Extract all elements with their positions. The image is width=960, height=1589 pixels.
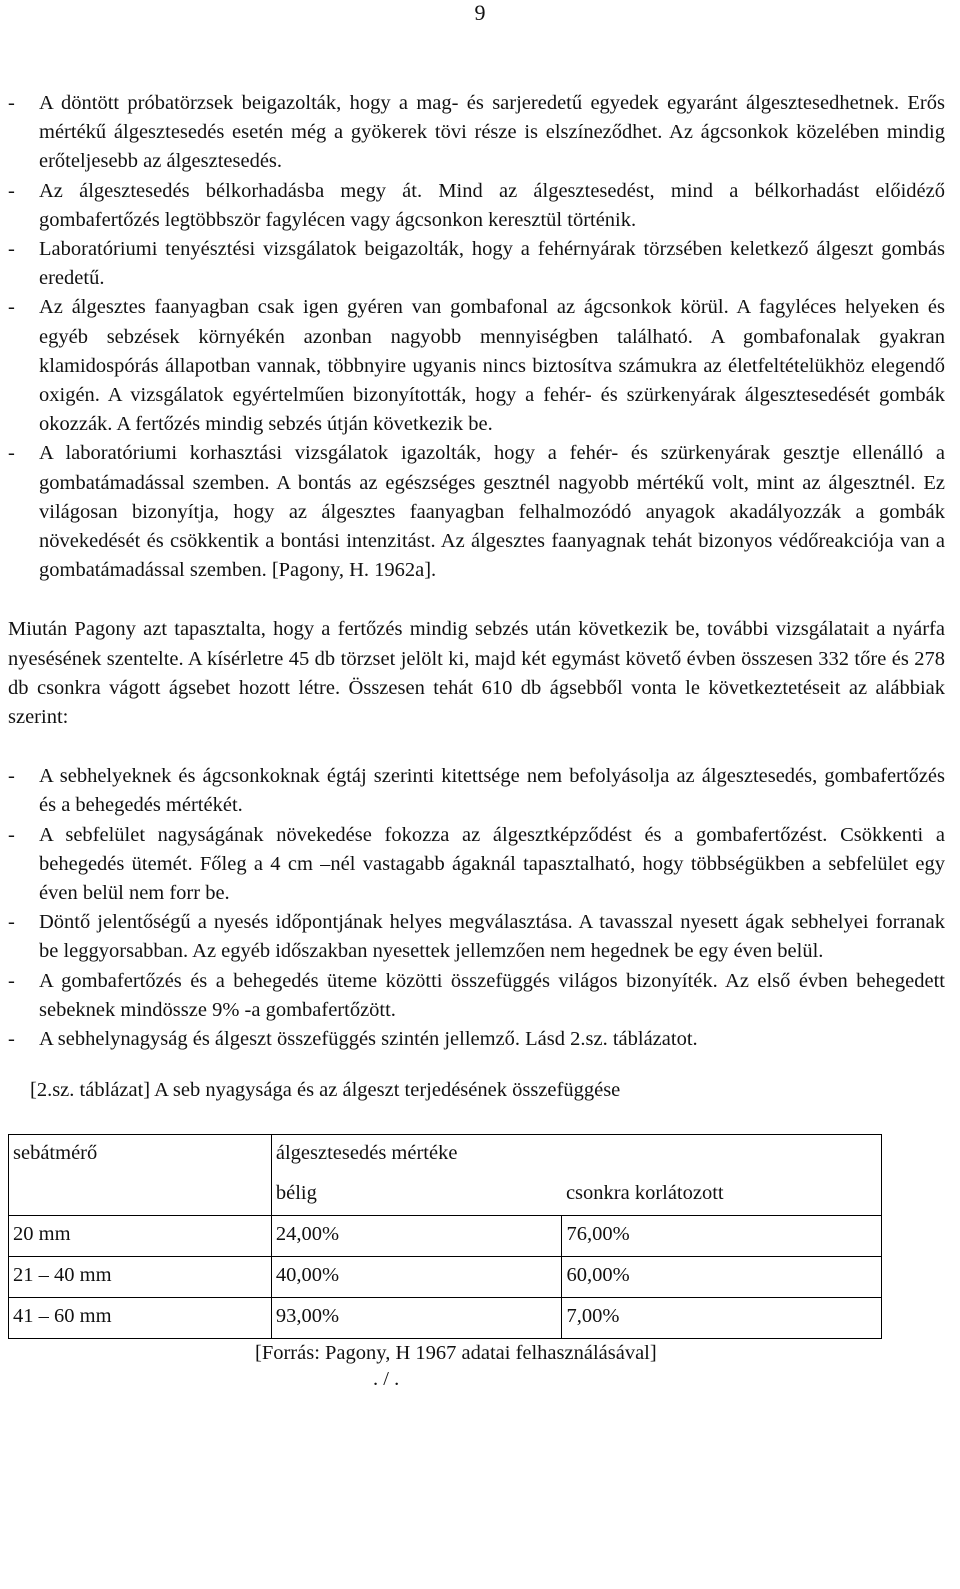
table-cell: 93,00% bbox=[271, 1298, 562, 1339]
list-item: - A sebfelület nagyságának növekedése fokozza az álgesztképződést és a gombafertőzést. Csökkenti a behegedés ütemét. Főleg a 4 cm –nél vastagabb ágaknál tapasztalható, hogy többségükben a sebfelület egy éven belül nem forr be. bbox=[8, 823, 945, 905]
list-item: - Az álgesztesedés bélkorhadásba megy át. Mind az álgesztesedést, mind a bélkorhadást előidéző gombafertőzés legtöbbször fagylécen vagy ágcsonkon keresztül történik. bbox=[8, 179, 945, 231]
body-paragraph: Miután Pagony azt tapasztalta, hogy a fertőzés mindig sebzés után következik be, további vizsgálatait a nyárfa nyesésének szentelte. A kísérletre 45 db törzset jelölt ki, majd két egymást követő évben összesen 332 tőre és 278 db csonkra vágott ágsebet hozott létre. Összesen tehát 610 db ágsebből vonta le következtetéseit az alábbiak szerint: bbox=[8, 618, 945, 729]
table-header-cell: bélig bbox=[271, 1175, 562, 1216]
page-number: 9 bbox=[474, 0, 486, 25]
table-cell: 7,00% bbox=[562, 1298, 882, 1339]
table-cell: 24,00% bbox=[271, 1216, 562, 1257]
conclusions-list bbox=[8, 762, 945, 1054]
table-header-cell: sebátmérő bbox=[9, 1135, 272, 1216]
list-item: - A sebhelyeknek és ágcsonkoknak égtáj szerinti kitettsége nem befolyásolja az álgesztesedés, gombafertőzés és a behegedés mértékét. bbox=[8, 765, 945, 817]
table-header-row bbox=[9, 1135, 882, 1176]
list-item: - A laboratóriumi korhasztási vizsgálatok igazolták, hogy a fehér- és szürkenyárak gesztje ellenálló a gombatámadással szemben. A bontás az egészséges gesztnél nagyobb mértékű volt, mint az álgesztnél. Ez világosan bizonyítja, hogy az álgesztes faanyagban felhalmozódó anyagok akadályozzák a gombák növekedését és csökkentik a bontási intenzitást. Az álgesztes faanyagnak tehát bizonyos védőreakciója van a gombatámadással szemben. [Pagony, H. 1962a]. bbox=[8, 442, 945, 582]
table-cell: 40,00% bbox=[271, 1257, 562, 1298]
list-item: - A gombafertőzés és a behegedés üteme közötti összefüggés világos bizonyíték. Az első évben behegedett sebeknek mindössze 9% -a gombafertőzött. bbox=[8, 969, 945, 1021]
list-item: - Döntő jelentőségű a nyesés időpontjának helyes megválasztása. A tavasszal nyesett ágak sebhelyei forranak be leggyorsabban. Az egyéb időszakban nyesettek jellemzően nem hegednek be egy éven belül. bbox=[8, 911, 945, 963]
table-header-cell: álgesztesedés mértéke bbox=[271, 1135, 881, 1176]
table-cell: 20 mm bbox=[9, 1216, 272, 1257]
table-row bbox=[9, 1257, 882, 1298]
list-item: - A sebhelynagyság és álgeszt összefüggés szintén jellemző. Lásd 2.sz. táblázatot. bbox=[8, 1028, 698, 1051]
table-source: [Forrás: Pagony, H 1967 adatai felhasználásával] bbox=[255, 1342, 657, 1365]
table-cell: 21 – 40 mm bbox=[9, 1257, 272, 1298]
list-item: - A döntött próbatörzsek beigazolták, hogy a mag- és sarjeredetű egyedek egyaránt álgesztesedhetnek. Erős mértékű álgesztesedés esetén még a gyökerek tövi része is elszíneződhet. Az ágcsonkok közelében mindig erőteljesebb az álgesztesedés. bbox=[8, 92, 945, 173]
list-item: - Az álgesztes faanyagban csak igen gyéren van gombafonal az ágcsonkok körül. A fagyléces helyeken és egyéb sebzések környékén azonban nagyobb mennyiségben található. A gombafonalak gyakran klamidospórás állapotban vannak, többnyire ugyanis nincs biztosítva számukra az életfeltételükhöz elegendő oxigén. A vizsgálatok egyértelműen bizonyították, hogy a fehér- és szürkenyárak álgesztesedését gombák okozzák. A fertőzés mindig sebzés útján következik be. bbox=[8, 296, 945, 436]
findings-list bbox=[8, 89, 945, 585]
table-caption: [2.sz. táblázat] A seb nyagysága és az álgeszt terjedésének összefüggése bbox=[30, 1079, 621, 1102]
wound-size-table bbox=[8, 1134, 882, 1339]
table-row bbox=[9, 1216, 882, 1257]
page-body bbox=[8, 89, 945, 1390]
table-header-cell: csonkra korlátozott bbox=[562, 1175, 882, 1216]
list-item: - Laboratóriumi tenyésztési vizsgálatok beigazolták, hogy a fehérnyárak törzsében keletkező álgeszt gombás eredetű. bbox=[8, 238, 945, 290]
table-cell: 60,00% bbox=[562, 1257, 882, 1298]
table-cell: 76,00% bbox=[562, 1216, 882, 1257]
table-cell: 41 – 60 mm bbox=[9, 1298, 272, 1339]
continuation-mark: . / . bbox=[373, 1368, 400, 1391]
table-row bbox=[9, 1298, 882, 1339]
